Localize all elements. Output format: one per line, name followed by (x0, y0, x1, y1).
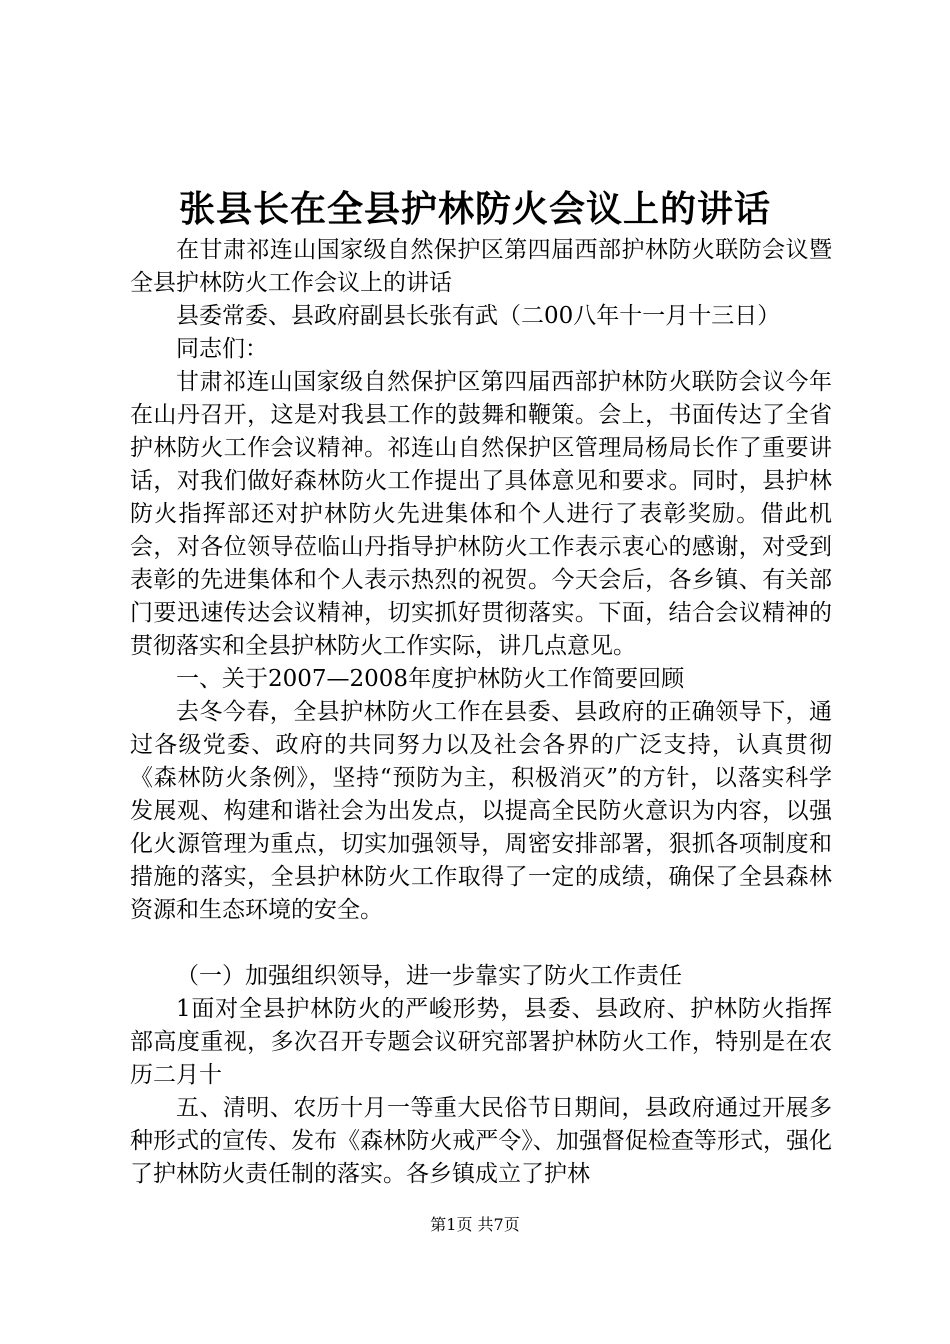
paragraph-review: 去冬今春，全县护林防火工作在县委、县政府的正确领导下，通过各级党委、政府的共同努力以及社会各界的广泛支持，认真贯彻《森林防火条例》，坚持“预防为主，积极消灭”的方针，以落实科学发展观、构建和谐社会为出发点，以提高全民防火意识为内容，以强化火源管理为重点，切实加强领导，周密安排部署，狠抓各项制度和措施的落实，全县护林防火工作取得了一定的成绩，确保了全县森林资源和生态环境的安全。 (130, 699, 832, 923)
paragraph-subtitle: 在甘肃祁连山国家级自然保护区第四届西部护林防火联防会议暨全县护林防火工作会议上的讲话 (130, 237, 832, 296)
document-title: 张县长在全县护林防火会议上的讲话 (178, 188, 771, 230)
section-heading-1: 一、关于2007—2008年度护林防火工作简要回顾 (176, 666, 685, 692)
paragraph-item-1: 1面对全县护林防火的严峻形势，县委、县政府、护林防火指挥部高度重视，多次召开专题会议研究部署护林防火工作，特别是在农历二月十 (130, 996, 832, 1088)
subsection-heading-1: （一）加强组织领导，进一步靠实了防火工作责任 (176, 963, 682, 989)
page-number: 第1页 共7页 (430, 1215, 520, 1234)
paragraph-salutation: 同志们： (176, 336, 268, 362)
paragraph-speaker: 县委常委、县政府副县长张有武（二00八年十一月十三日） (176, 303, 781, 329)
document-body (130, 234, 832, 1191)
paragraph-intro: 甘肃祁连山国家级自然保护区第四届西部护林防火联防会议今年在山丹召开，这是对我县工作的鼓舞和鞭策。会上，书面传达了全省护林防火工作会议精神。祁连山自然保护区管理局杨局长作了重要讲话，对我们做好森林防火工作提出了具体意见和要求。同时，县护林防火指挥部还对护林防火先进集体和个人进行了表彰奖励。借此机会，对各位领导莅临山丹指导护林防火工作表示衷心的感谢，对受到表彰的先进集体和个人表示热烈的祝贺。今天会后，各乡镇、有关部门要迅速传达会议精神，切实抓好贯彻落实。下面，结合会议精神的贯彻落实和全县护林防火工作实际，讲几点意见。 (130, 369, 832, 659)
paragraph-item-2: 五、清明、农历十月一等重大民俗节日期间，县政府通过开展多种形式的宣传、发布《森林防火戒严令》、加强督促检查等形式，强化了护林防火责任制的落实。各乡镇成立了护林 (130, 1095, 832, 1187)
